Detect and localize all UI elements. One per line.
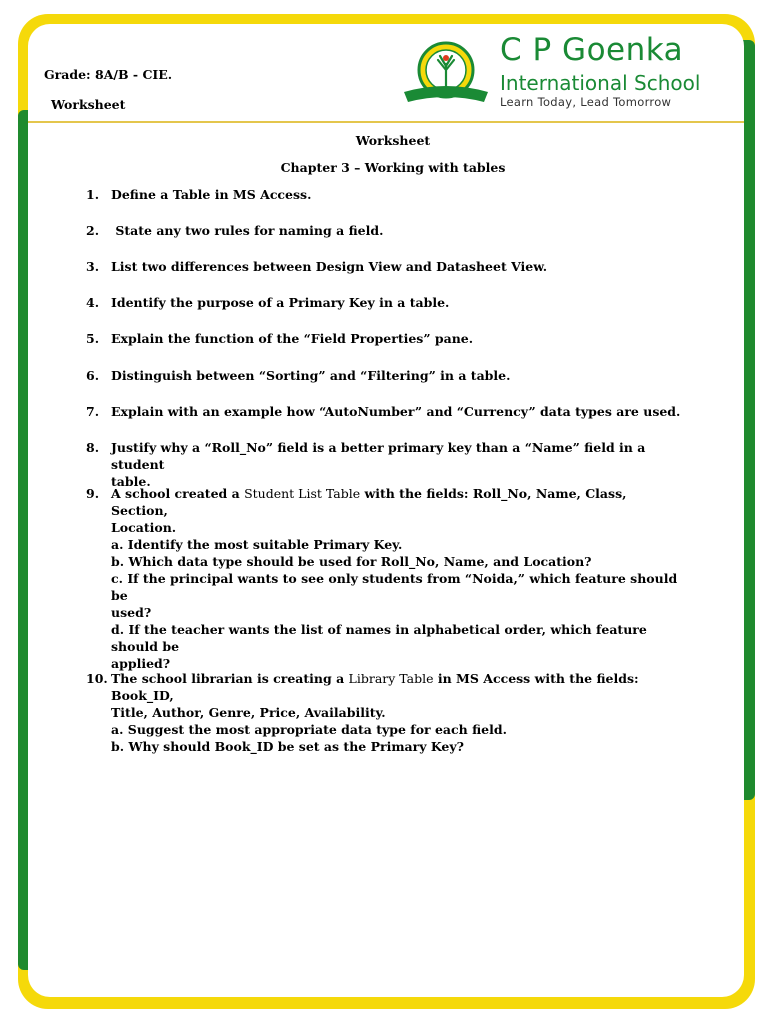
question-intro: The school librarian is creating a Library Table in MS Access with the fields: Book_ID, — [111, 671, 639, 703]
question-text: Distinguish between “Sorting” and “Filtering” in a table. — [111, 368, 511, 383]
subquestion-d: d. If the teacher wants the list of names in alphabetical order, which feature should be — [111, 622, 647, 654]
school-tagline: Learn Today, Lead Tomorrow — [500, 95, 672, 109]
header-divider — [28, 121, 744, 123]
question-text-line: table. — [111, 474, 151, 489]
question-9 — [86, 485, 686, 672]
table-name: Student List Table — [244, 486, 361, 501]
question-2 — [86, 222, 686, 239]
question-5 — [86, 330, 686, 347]
subquestion-d-cont: applied? — [111, 656, 171, 671]
subquestion-c-cont: used? — [111, 605, 152, 620]
question-text: Identify the purpose of a Primary Key in a table. — [111, 295, 450, 310]
subquestion-c: c. If the principal wants to see only students from “Noida,” which feature should be — [111, 571, 678, 603]
question-number: 1. — [86, 187, 100, 202]
question-8 — [86, 439, 686, 490]
question-number: 9. — [86, 486, 100, 501]
subquestion-a: a. Identify the most suitable Primary Key. — [111, 537, 403, 552]
subquestion-b: b. Which data type should be used for Roll_No, Name, and Location? — [111, 554, 592, 569]
chapter-title: Chapter 3 – Working with tables — [280, 160, 506, 175]
table-name: Library Table — [348, 671, 434, 686]
question-7 — [86, 403, 686, 420]
question-3 — [86, 258, 686, 275]
question-text: List two differences between Design View and Datasheet View. — [111, 259, 548, 274]
question-text: Define a Table in MS Access. — [111, 187, 312, 202]
question-6 — [86, 367, 686, 384]
question-number: 6. — [86, 368, 100, 383]
question-number: 4. — [86, 295, 100, 310]
worksheet-label: Worksheet — [51, 97, 126, 112]
question-text: Explain the function of the “Field Properties” pane. — [111, 331, 474, 346]
question-intro-cont: Title, Author, Genre, Price, Availability. — [111, 705, 386, 720]
question-10 — [86, 670, 686, 755]
question-text: Explain with an example how “AutoNumber” and “Currency” data types are used. — [111, 404, 681, 419]
question-number: 10. — [86, 671, 108, 686]
subquestion-a: a. Suggest the most appropriate data type for each field. — [111, 722, 507, 737]
worksheet-title: Worksheet — [355, 133, 431, 148]
question-intro: A school created a Student List Table with the fields: Roll_No, Name, Class, Section, — [111, 486, 627, 518]
school-name: C P Goenka — [500, 32, 684, 68]
question-number: 3. — [86, 259, 100, 274]
question-number: 5. — [86, 331, 100, 346]
question-1 — [86, 186, 686, 203]
question-text-line: Justify why a “Roll_No” field is a better primary key than a “Name” field in a student — [111, 440, 646, 472]
question-number: 7. — [86, 404, 100, 419]
question-intro-cont: Location. — [111, 520, 177, 535]
school-emblem-icon — [400, 40, 492, 110]
school-subtitle: International School — [500, 71, 701, 95]
question-text: State any two rules for naming a field. — [111, 223, 384, 238]
subquestion-b: b. Why should Book_ID be set as the Primary Key? — [111, 739, 464, 754]
grade-label: Grade: 8A/B - CIE. — [44, 67, 173, 82]
question-4 — [86, 294, 686, 311]
question-number: 8. — [86, 440, 100, 455]
question-number: 2. — [86, 223, 100, 238]
